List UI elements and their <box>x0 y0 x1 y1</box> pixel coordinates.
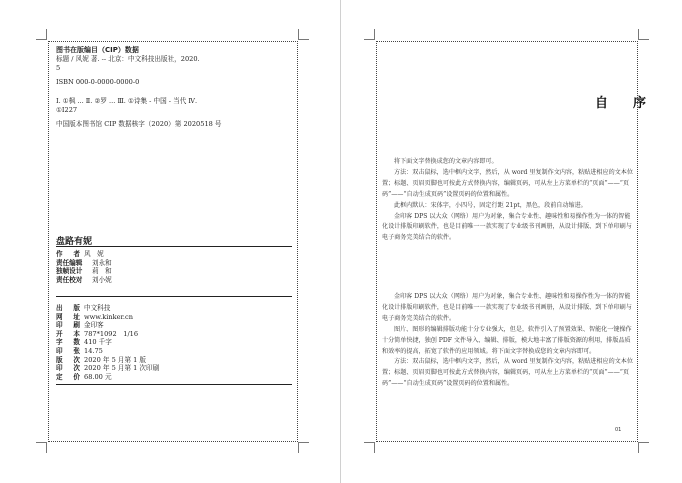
pub-row <box>56 313 292 322</box>
pub-label: 网 址 <box>56 312 80 321</box>
publication-table <box>56 304 292 381</box>
pub-value: 787*1092 1/16 <box>84 329 139 338</box>
credit-label: 责任编辑 <box>56 258 83 267</box>
credit-row <box>56 276 292 285</box>
cip-classification: Ⅰ. ①枫 ... Ⅱ. ②罗 ... Ⅲ. ①诗集 - 中国 - 当代 Ⅳ. <box>56 97 198 105</box>
pub-row <box>56 304 292 313</box>
page-number: 01 <box>615 427 622 433</box>
credit-label: 作 者 <box>56 250 80 258</box>
pub-label: 出 版 <box>56 304 80 312</box>
preface-body-2[interactable] <box>382 292 634 390</box>
crop-mark <box>298 29 309 40</box>
cip-title: 图书在版编目（CIP）数据 <box>56 46 139 54</box>
book-title: 盘路有妮 <box>56 237 93 247</box>
cip-line: 5 <box>56 64 61 72</box>
pub-label: 定 价 <box>56 372 80 381</box>
pub-value: 14.75 <box>84 346 103 355</box>
credit-label: 责任校对 <box>56 275 83 284</box>
crop-mark <box>36 29 47 40</box>
credit-value: 刘永和 <box>92 258 112 267</box>
pub-label: 开 本 <box>56 329 80 338</box>
pub-row <box>56 338 292 347</box>
preface-paragraph: 方法：双击鼠标，选中框内文字，然后，从 word 里复制作文内容，粘贴进相应的文本位置；标题、页眉页脚也可按此方式替换内容，编辑页码，可从左上方菜单栏的“页面”——“页码”——“自动生成页码”设置页码的位置和属性。 <box>382 168 633 198</box>
pub-label: 印 刷 <box>56 321 80 330</box>
pub-row <box>56 364 292 373</box>
pub-value: 2020 年 5 月第 1 版 <box>84 355 147 364</box>
divider <box>56 296 292 297</box>
cip-line: 标题 / 风妮 著. -- 北京：中文科技出版社，2020. <box>56 55 200 63</box>
preface-paragraph: 方法：双击鼠标，选中框内文字，然后，从 word 里复制作文内容，粘贴进相应的文本位置；标题、页眉页脚也可按此方式替换内容，编辑页码，可从左上方菜单栏的“页面”——“页码”——“自动生成页码”设置页码的位置和属性。 <box>382 358 633 388</box>
pub-row <box>56 373 292 382</box>
credits-table <box>56 250 292 284</box>
credit-value: 莉 和 <box>92 267 112 276</box>
right-page <box>341 0 682 483</box>
credit-value: 风 妮 <box>84 250 104 258</box>
preface-paragraph: 金印客 DPS 以大众（网络）用户为对象，集合专业性、趣味性和易操作性为一体的智能化设计排版印刷软件，也是目前唯一一款实现了专业级书刊画册，从设计排版、到下单印刷与电子商务完美结合的软件。 <box>382 212 632 242</box>
credit-row <box>56 267 292 276</box>
preface-paragraph: 图片、图形的编辑排版功能十分专业强大，但是，软件引入了预置效果、智能化一键操作十分简单快捷，独创 PDF 文件导入、编辑、排版，模大地丰富了排版资源的利用，排版品质和效率的提高，拓宽了软件的应用领域。将下面文字替换成您的文章内容即可。 <box>382 325 632 355</box>
divider <box>56 384 292 385</box>
pub-value: 中文科技 <box>84 304 111 312</box>
crop-mark <box>36 442 47 453</box>
preface-title: 自 序 <box>595 96 653 111</box>
credit-label: 独帧设计 <box>56 267 83 276</box>
pub-row <box>56 347 292 356</box>
crop-mark <box>638 442 649 453</box>
pub-label: 印 次 <box>56 364 80 373</box>
pub-label: 字 数 <box>56 338 80 347</box>
cip-classification: ①I227 <box>56 106 78 114</box>
crop-mark <box>298 442 309 453</box>
pub-row <box>56 356 292 365</box>
preface-body[interactable] <box>382 157 634 244</box>
credit-row <box>56 259 292 268</box>
cip-block <box>56 46 292 129</box>
pub-label: 印 张 <box>56 346 80 355</box>
credit-row <box>56 250 292 259</box>
pub-row <box>56 321 292 330</box>
preface-paragraph: 金印客 DPS 以大众（网络）用户为对象，集合专业性、趣味性和易操作性为一体的智能化设计排版印刷软件，也是目前唯一一款实现了专业级书刊画册，从设计排版、到下单印刷与电子商务完美结合的软件。 <box>382 293 632 322</box>
pub-value: 2020 年 5 月第 1 次印刷 <box>84 364 160 373</box>
preface-paragraph: 将下面文字替换成您的文章内容即可。 <box>394 158 498 165</box>
preface-paragraph: 此框内默认：宋体字，小四号，固定行距 21pt，黑色，段前自动缩进。 <box>394 201 587 209</box>
crop-mark <box>638 29 649 40</box>
pub-value: 410 千字 <box>84 338 112 347</box>
crop-mark <box>364 29 375 40</box>
cip-isbn: ISBN 000-0-0000-0000-0 <box>56 78 140 86</box>
pub-value: 金印客 <box>84 321 104 330</box>
pub-value: 68.00 元 <box>84 372 112 381</box>
crop-mark <box>364 442 375 453</box>
divider <box>56 246 292 247</box>
pub-label: 版 次 <box>56 355 80 364</box>
credit-value: 刘小妮 <box>92 275 112 284</box>
cip-number: 中国版本图书馆 CIP 数据核字（2020）第 2020518 号 <box>56 120 222 128</box>
pub-value: www.kinker.cn <box>84 312 133 321</box>
